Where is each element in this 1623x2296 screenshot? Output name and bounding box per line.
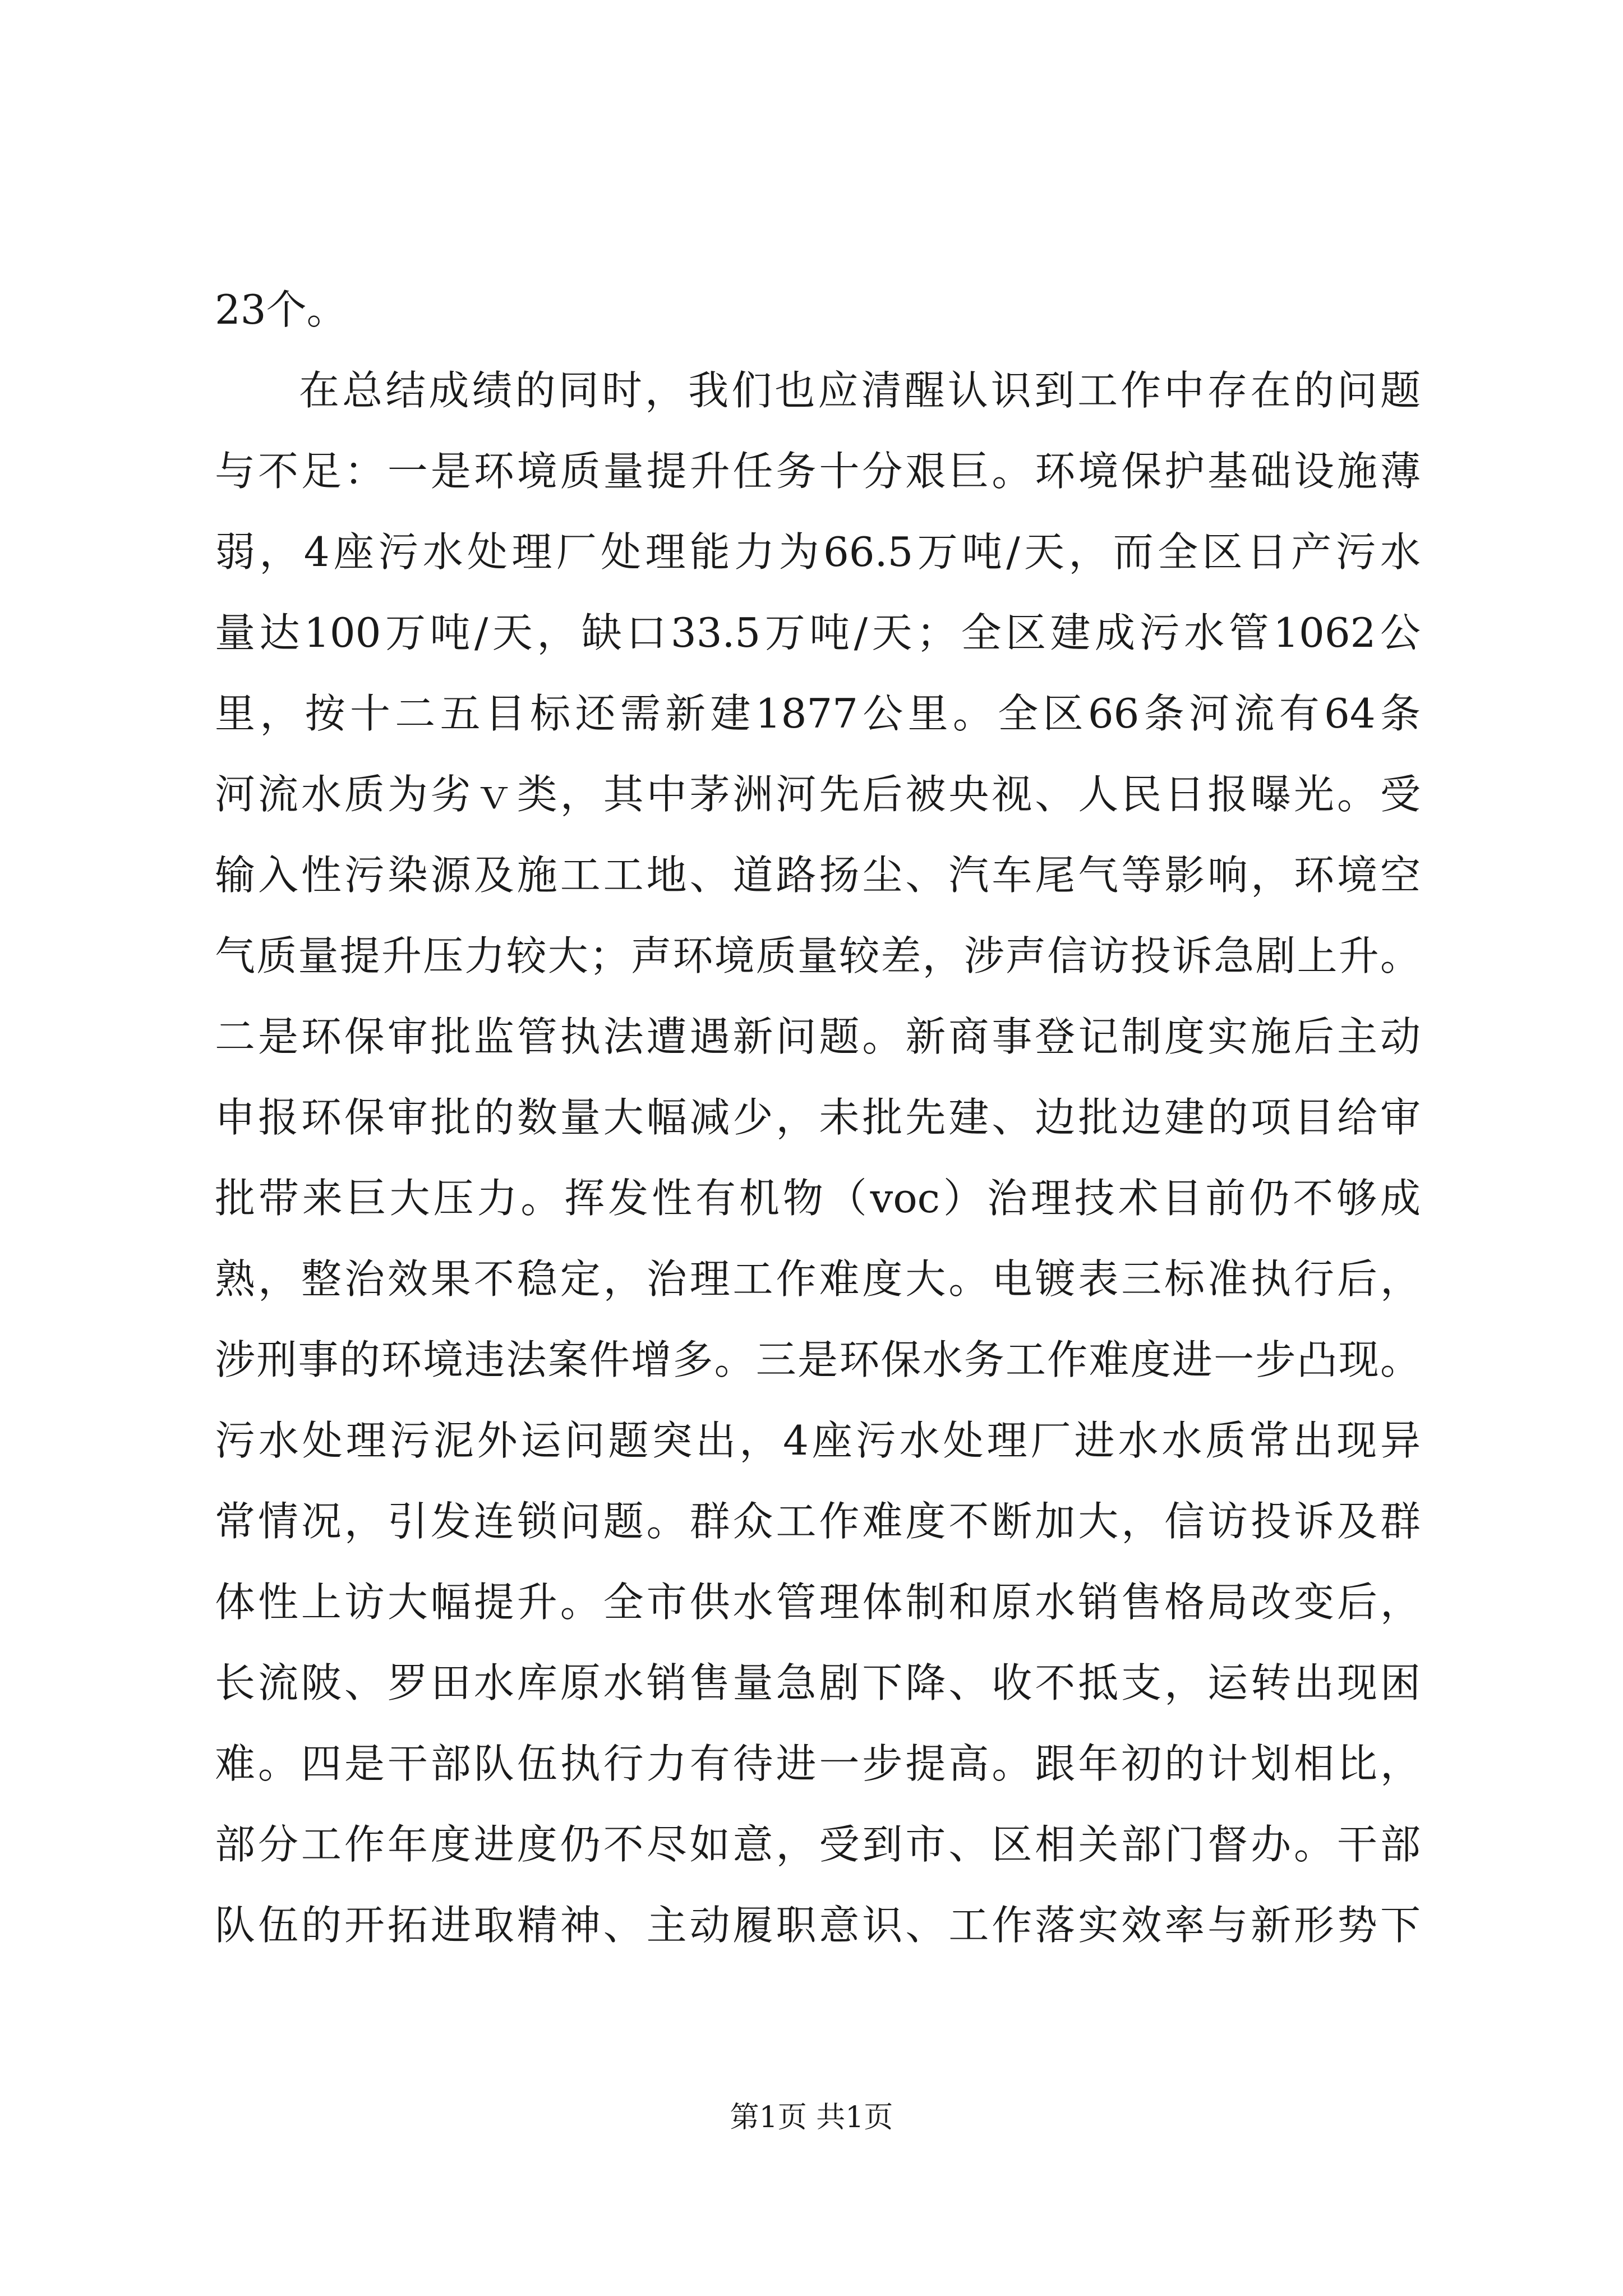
text-line: 与不足：一是环境质量提升任务十分艰巨。环境保护基础设施薄	[215, 448, 1421, 495]
text-line: 常情况，引发连锁问题。群众工作难度不断加大，信访投诉及群	[215, 1498, 1421, 1545]
text-line: 部分工作年度进度仍不尽如意，受到市、区相关部门督办。干部	[215, 1821, 1421, 1868]
text-line: 队伍的开拓进取精神、主动履职意识、工作落实效率与新形势下	[215, 1902, 1421, 1949]
text-line: 输入性污染源及施工工地、道路扬尘、汽车尾气等影响，环境空	[215, 852, 1421, 899]
text-line: 量达100万吨/天，缺口33.5万吨/天；全区建成污水管1062公	[215, 609, 1421, 656]
text-line: 批带来巨大压力。挥发性有机物（voc）治理技术目前仍不够成	[215, 1175, 1421, 1222]
page-footer	[0, 2101, 1623, 2134]
text-line: 熟，整治效果不稳定，治理工作难度大。电镀表三标准执行后，	[215, 1255, 1421, 1303]
page-number-label: 第1页 共1页	[730, 2101, 893, 2134]
text-line: 污水处理污泥外运问题突出，4座污水处理厂进水水质常出现异	[215, 1417, 1421, 1464]
paragraph-first-line: 在总结成绩的同时，我们也应清醒认识到工作中存在的问题	[299, 367, 1421, 414]
text-line: 二是环保审批监管执法遭遇新问题。新商事登记制度实施后主动	[215, 1013, 1421, 1060]
text-line: 23个。	[215, 286, 347, 333]
text-line: 气质量提升压力较大；声环境质量较差，涉声信访投诉急剧上升。	[215, 932, 1421, 979]
text-line: 难。四是干部队伍执行力有待进一步提高。跟年初的计划相比，	[215, 1740, 1421, 1787]
text-line: 河流水质为劣ｖ类，其中茅洲河先后被央视、人民日报曝光。受	[215, 771, 1421, 818]
text-line: 体性上访大幅提升。全市供水管理体制和原水销售格局改变后，	[215, 1579, 1421, 1626]
text-line: 申报环保审批的数量大幅减少，未批先建、边批边建的项目给审	[215, 1094, 1421, 1141]
body-text	[215, 269, 1421, 1966]
text-line: 弱，4座污水处理厂处理能力为66.5万吨/天，而全区日产污水	[215, 528, 1421, 576]
text-line: 里，按十二五目标还需新建1877公里。全区66条河流有64条	[215, 690, 1421, 737]
text-line: 涉刑事的环境违法案件增多。三是环保水务工作难度进一步凸现。	[215, 1336, 1421, 1383]
text-line: 长流陂、罗田水库原水销售量急剧下降、收不抵支，运转出现困	[215, 1659, 1421, 1706]
